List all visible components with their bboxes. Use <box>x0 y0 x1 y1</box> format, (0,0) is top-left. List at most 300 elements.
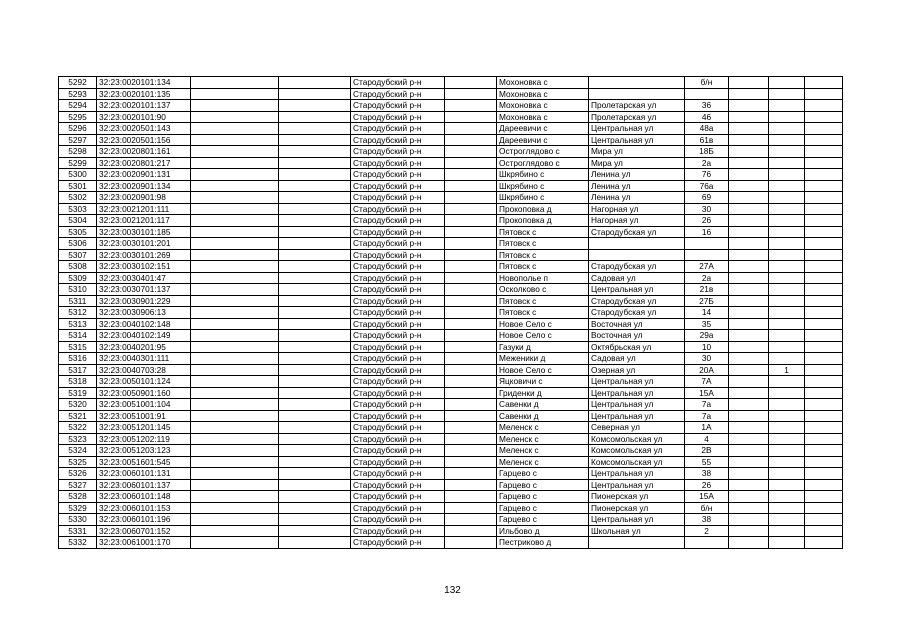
cell-empty-col <box>191 468 279 480</box>
cell-cadastral-number: 32:23:0030701:137 <box>97 284 191 296</box>
cell-cadastral-number: 32:23:0051001:91 <box>97 410 191 422</box>
cell-empty-col <box>445 192 497 204</box>
cell-count <box>769 433 805 445</box>
cell-street: Ленина ул <box>589 192 685 204</box>
cell-district: Стародубский р-н <box>351 422 445 434</box>
cell-empty-col <box>279 88 351 100</box>
cell-street: Центральная ул <box>589 468 685 480</box>
cell-empty-col <box>805 295 843 307</box>
cell-empty-col <box>445 180 497 192</box>
cell-empty-col <box>805 410 843 422</box>
cell-empty-col <box>445 226 497 238</box>
cell-empty-col <box>805 502 843 514</box>
table-row <box>59 387 843 399</box>
cell-street: Центральная ул <box>589 376 685 388</box>
cell-empty-col <box>729 134 769 146</box>
cell-empty-col <box>191 399 279 411</box>
cell-street: Пролетарская ул <box>589 100 685 112</box>
cell-settlement: Меленск с <box>497 422 589 434</box>
cell-empty-col <box>279 100 351 112</box>
cell-cadastral-number: 32:23:0060701:152 <box>97 525 191 537</box>
cell-house-number: 27А <box>685 261 729 273</box>
cell-empty-col <box>805 238 843 250</box>
cell-cadastral-number: 32:23:0060101:153 <box>97 502 191 514</box>
cell-row-number: 5313 <box>59 318 97 330</box>
cell-count <box>769 123 805 135</box>
cell-house-number: 7а <box>685 410 729 422</box>
cell-empty-col <box>279 272 351 284</box>
cell-empty-col <box>445 456 497 468</box>
cell-row-number: 5311 <box>59 295 97 307</box>
cell-street: Школьная ул <box>589 525 685 537</box>
cell-empty-col <box>805 468 843 480</box>
cell-cadastral-number: 32:23:0060101:137 <box>97 479 191 491</box>
table-row <box>59 307 843 319</box>
cell-cadastral-number: 32:23:0021201:117 <box>97 215 191 227</box>
cell-house-number: 76 <box>685 169 729 181</box>
cell-empty-col <box>445 422 497 434</box>
cell-empty-col <box>729 491 769 503</box>
cell-settlement: Меженики д <box>497 353 589 365</box>
cell-empty-col <box>191 157 279 169</box>
cell-count <box>769 353 805 365</box>
cell-district: Стародубский р-н <box>351 433 445 445</box>
cell-settlement: Новое Село с <box>497 364 589 376</box>
cell-house-number: 30 <box>685 203 729 215</box>
cell-house-number: 21в <box>685 284 729 296</box>
cell-count <box>769 445 805 457</box>
cell-house-number: 38 <box>685 514 729 526</box>
cell-district: Стародубский р-н <box>351 537 445 549</box>
cell-district: Стародубский р-н <box>351 77 445 89</box>
cell-empty-col <box>445 77 497 89</box>
cell-house-number: 26 <box>685 479 729 491</box>
table-row <box>59 295 843 307</box>
cell-street: Садовая ул <box>589 353 685 365</box>
cell-house-number: 76а <box>685 180 729 192</box>
cell-count <box>769 295 805 307</box>
cell-count <box>769 100 805 112</box>
cell-street: Пролетарская ул <box>589 111 685 123</box>
table-row <box>59 169 843 181</box>
cell-cadastral-number: 32:23:0020101:90 <box>97 111 191 123</box>
cell-empty-col <box>729 399 769 411</box>
cell-house-number: б/н <box>685 502 729 514</box>
cell-empty-col <box>445 111 497 123</box>
cell-empty-col <box>279 111 351 123</box>
cell-empty-col <box>191 272 279 284</box>
cell-street: Восточная ул <box>589 330 685 342</box>
table-row <box>59 134 843 146</box>
cell-settlement: Остроглядово с <box>497 157 589 169</box>
cell-row-number: 5327 <box>59 479 97 491</box>
cell-district: Стародубский р-н <box>351 502 445 514</box>
cell-district: Стародубский р-н <box>351 146 445 158</box>
table-row <box>59 514 843 526</box>
cell-empty-col <box>729 284 769 296</box>
cell-empty-col <box>805 399 843 411</box>
cell-settlement: Пятовск с <box>497 261 589 273</box>
cell-cadastral-number: 32:23:0061001:170 <box>97 537 191 549</box>
cell-count <box>769 491 805 503</box>
cell-empty-col <box>445 537 497 549</box>
cell-count <box>769 134 805 146</box>
cell-empty-col <box>191 192 279 204</box>
cell-house-number: 2а <box>685 157 729 169</box>
cell-cadastral-number: 32:23:0030101:201 <box>97 238 191 250</box>
cell-street: Озерная ул <box>589 364 685 376</box>
cell-row-number: 5322 <box>59 422 97 434</box>
cell-empty-col <box>191 226 279 238</box>
cell-empty-col <box>445 295 497 307</box>
cell-empty-col <box>805 376 843 388</box>
table-row <box>59 468 843 480</box>
cell-empty-col <box>805 433 843 445</box>
cell-district: Стародубский р-н <box>351 111 445 123</box>
table-row <box>59 537 843 549</box>
cell-empty-col <box>279 376 351 388</box>
cell-house-number: 55 <box>685 456 729 468</box>
cell-house-number: 29а <box>685 330 729 342</box>
cell-empty-col <box>191 307 279 319</box>
cell-empty-col <box>279 410 351 422</box>
cell-empty-col <box>445 100 497 112</box>
cell-row-number: 5319 <box>59 387 97 399</box>
cell-empty-col <box>445 514 497 526</box>
cell-street <box>589 537 685 549</box>
cell-district: Стародубский р-н <box>351 284 445 296</box>
cell-empty-col <box>191 330 279 342</box>
cell-count <box>769 111 805 123</box>
cell-settlement: Пятовск с <box>497 226 589 238</box>
cell-empty-col <box>729 376 769 388</box>
cell-house-number <box>685 537 729 549</box>
cell-empty-col <box>279 157 351 169</box>
cell-street: Центральная ул <box>589 410 685 422</box>
cell-cadastral-number: 32:23:0020101:135 <box>97 88 191 100</box>
cell-street <box>589 88 685 100</box>
table-row <box>59 491 843 503</box>
table-row <box>59 330 843 342</box>
cell-empty-col <box>729 422 769 434</box>
cell-cadastral-number: 32:23:0051201:145 <box>97 422 191 434</box>
cell-empty-col <box>279 307 351 319</box>
cell-row-number: 5324 <box>59 445 97 457</box>
cell-district: Стародубский р-н <box>351 238 445 250</box>
cell-empty-col <box>805 479 843 491</box>
cell-district: Стародубский р-н <box>351 123 445 135</box>
cell-row-number: 5329 <box>59 502 97 514</box>
cell-empty-col <box>445 146 497 158</box>
cell-street: Комсомольская ул <box>589 456 685 468</box>
cell-settlement: Савенки д <box>497 399 589 411</box>
cell-district: Стародубский р-н <box>351 261 445 273</box>
cell-cadastral-number: 32:23:0040201:95 <box>97 341 191 353</box>
cell-street: Ленина ул <box>589 169 685 181</box>
cell-street: Центральная ул <box>589 284 685 296</box>
cell-empty-col <box>805 261 843 273</box>
cell-district: Стародубский р-н <box>351 387 445 399</box>
cell-street: Центральная ул <box>589 479 685 491</box>
cell-empty-col <box>729 146 769 158</box>
cell-empty-col <box>805 146 843 158</box>
cell-cadastral-number: 32:23:0030102:151 <box>97 261 191 273</box>
cell-cadastral-number: 32:23:0060101:148 <box>97 491 191 503</box>
cell-empty-col <box>729 330 769 342</box>
cell-row-number: 5293 <box>59 88 97 100</box>
table-row <box>59 445 843 457</box>
cell-empty-col <box>805 134 843 146</box>
cell-street: Садовая ул <box>589 272 685 284</box>
cell-empty-col <box>445 203 497 215</box>
cell-empty-col <box>191 433 279 445</box>
cell-empty-col <box>279 284 351 296</box>
cell-empty-col <box>729 157 769 169</box>
cell-empty-col <box>805 284 843 296</box>
cell-empty-col <box>191 88 279 100</box>
cell-house-number: 36 <box>685 100 729 112</box>
cell-count <box>769 468 805 480</box>
cell-empty-col <box>279 169 351 181</box>
table-row <box>59 422 843 434</box>
cell-empty-col <box>729 100 769 112</box>
cell-street <box>589 77 685 89</box>
cell-row-number: 5300 <box>59 169 97 181</box>
cell-cadastral-number: 32:23:0060101:131 <box>97 468 191 480</box>
cell-empty-col <box>445 410 497 422</box>
cell-row-number: 5332 <box>59 537 97 549</box>
cell-cadastral-number: 32:23:0020501:156 <box>97 134 191 146</box>
cell-count <box>769 88 805 100</box>
table-row <box>59 318 843 330</box>
table-row <box>59 272 843 284</box>
cell-count <box>769 399 805 411</box>
cell-row-number: 5306 <box>59 238 97 250</box>
cell-empty-col <box>191 525 279 537</box>
cell-settlement: Меленск с <box>497 445 589 457</box>
cell-district: Стародубский р-н <box>351 468 445 480</box>
cell-settlement: Яцковичи с <box>497 376 589 388</box>
cell-district: Стародубский р-н <box>351 318 445 330</box>
cell-district: Стародубский р-н <box>351 215 445 227</box>
cell-cadastral-number: 32:23:0051001:104 <box>97 399 191 411</box>
cell-empty-col <box>729 192 769 204</box>
cell-house-number: 4 <box>685 433 729 445</box>
cell-empty-col <box>191 491 279 503</box>
cell-row-number: 5328 <box>59 491 97 503</box>
cell-street: Комсомольская ул <box>589 433 685 445</box>
cell-empty-col <box>805 514 843 526</box>
cell-empty-col <box>191 249 279 261</box>
cell-empty-col <box>191 445 279 457</box>
cell-street: Ленина ул <box>589 180 685 192</box>
cell-empty-col <box>191 422 279 434</box>
cell-settlement: Пятовск с <box>497 238 589 250</box>
cell-cadastral-number: 32:23:0020901:131 <box>97 169 191 181</box>
cell-empty-col <box>729 238 769 250</box>
cell-empty-col <box>445 433 497 445</box>
cell-street: Центральная ул <box>589 514 685 526</box>
cell-settlement: Дареевичи с <box>497 134 589 146</box>
cell-empty-col <box>445 376 497 388</box>
table-body <box>59 77 843 549</box>
cell-empty-col <box>191 123 279 135</box>
table-row <box>59 226 843 238</box>
table-row <box>59 284 843 296</box>
cell-empty-col <box>279 502 351 514</box>
cell-district: Стародубский р-н <box>351 525 445 537</box>
cell-empty-col <box>445 261 497 273</box>
cell-settlement: Новополье п <box>497 272 589 284</box>
table-row <box>59 192 843 204</box>
cell-count <box>769 307 805 319</box>
cell-count <box>769 146 805 158</box>
cell-empty-col <box>279 123 351 135</box>
cell-empty-col <box>805 353 843 365</box>
cell-settlement: Пестриково д <box>497 537 589 549</box>
table-row <box>59 180 843 192</box>
cell-house-number: 15А <box>685 387 729 399</box>
cell-empty-col <box>805 525 843 537</box>
cell-empty-col <box>729 203 769 215</box>
cell-count <box>769 456 805 468</box>
cell-empty-col <box>279 180 351 192</box>
cell-district: Стародубский р-н <box>351 341 445 353</box>
table-row <box>59 215 843 227</box>
cell-house-number: б/н <box>685 77 729 89</box>
cell-empty-col <box>191 376 279 388</box>
cell-empty-col <box>279 341 351 353</box>
cell-empty-col <box>805 491 843 503</box>
cell-row-number: 5325 <box>59 456 97 468</box>
cell-empty-col <box>729 387 769 399</box>
cell-district: Стародубский р-н <box>351 376 445 388</box>
cell-empty-col <box>445 479 497 491</box>
cell-house-number: 46 <box>685 111 729 123</box>
cell-street: Восточная ул <box>589 318 685 330</box>
cell-district: Стародубский р-н <box>351 456 445 468</box>
cell-street: Центральная ул <box>589 134 685 146</box>
cell-empty-col <box>729 514 769 526</box>
cell-count <box>769 157 805 169</box>
cell-empty-col <box>805 88 843 100</box>
cell-cadastral-number: 32:23:0020901:134 <box>97 180 191 192</box>
cell-empty-col <box>445 353 497 365</box>
cell-street <box>589 249 685 261</box>
cell-empty-col <box>445 468 497 480</box>
cell-row-number: 5307 <box>59 249 97 261</box>
cell-empty-col <box>191 295 279 307</box>
cell-street: Стародубская ул <box>589 295 685 307</box>
cell-empty-col <box>191 100 279 112</box>
page-number: 132 <box>444 585 461 596</box>
cell-count: 1 <box>769 364 805 376</box>
cell-empty-col <box>729 295 769 307</box>
cell-street: Октябрьская ул <box>589 341 685 353</box>
cell-empty-col <box>191 318 279 330</box>
cell-empty-col <box>191 203 279 215</box>
cell-district: Стародубский р-н <box>351 157 445 169</box>
cell-empty-col <box>729 502 769 514</box>
cell-cadastral-number: 32:23:0020901:98 <box>97 192 191 204</box>
cell-cadastral-number: 32:23:0051202:119 <box>97 433 191 445</box>
cell-empty-col <box>279 192 351 204</box>
cell-empty-col <box>191 146 279 158</box>
cell-empty-col <box>191 341 279 353</box>
cell-row-number: 5298 <box>59 146 97 158</box>
cell-street <box>589 238 685 250</box>
cell-empty-col <box>805 123 843 135</box>
cell-empty-col <box>279 330 351 342</box>
cell-settlement: Гарцево с <box>497 479 589 491</box>
cell-street: Стародубская ул <box>589 226 685 238</box>
cell-settlement: Меленск с <box>497 456 589 468</box>
cell-row-number: 5331 <box>59 525 97 537</box>
cell-empty-col <box>729 215 769 227</box>
cell-empty-col <box>191 537 279 549</box>
cell-empty-col <box>445 525 497 537</box>
cell-empty-col <box>279 134 351 146</box>
cell-district: Стародубский р-н <box>351 479 445 491</box>
cell-empty-col <box>445 157 497 169</box>
cell-district: Стародубский р-н <box>351 134 445 146</box>
cell-cadastral-number: 32:23:0040703:28 <box>97 364 191 376</box>
cell-count <box>769 341 805 353</box>
cell-empty-col <box>805 318 843 330</box>
cell-empty-col <box>279 456 351 468</box>
cell-empty-col <box>191 261 279 273</box>
cell-house-number: 7А <box>685 376 729 388</box>
cell-empty-col <box>445 169 497 181</box>
cell-cadastral-number: 32:23:0020801:161 <box>97 146 191 158</box>
cell-empty-col <box>279 537 351 549</box>
cell-street: Центральная ул <box>589 123 685 135</box>
cell-empty-col <box>279 226 351 238</box>
cell-house-number: 38 <box>685 468 729 480</box>
cell-empty-col <box>279 238 351 250</box>
cell-cadastral-number: 32:23:0040102:148 <box>97 318 191 330</box>
table-row <box>59 111 843 123</box>
cell-empty-col <box>445 364 497 376</box>
cell-row-number: 5301 <box>59 180 97 192</box>
cell-district: Стародубский р-н <box>351 514 445 526</box>
table-row <box>59 77 843 89</box>
cell-street: Пионерская ул <box>589 502 685 514</box>
cell-district: Стародубский р-н <box>351 410 445 422</box>
cell-count <box>769 203 805 215</box>
cell-empty-col <box>805 215 843 227</box>
cell-empty-col <box>191 169 279 181</box>
cell-empty-col <box>729 180 769 192</box>
cell-house-number: 69 <box>685 192 729 204</box>
table-row <box>59 249 843 261</box>
cell-house-number <box>685 238 729 250</box>
cell-empty-col <box>729 479 769 491</box>
cell-cadastral-number: 32:23:0030101:269 <box>97 249 191 261</box>
cell-house-number: 16 <box>685 226 729 238</box>
cell-empty-col <box>279 215 351 227</box>
cell-settlement: Гарцево с <box>497 468 589 480</box>
cell-empty-col <box>729 307 769 319</box>
cell-row-number: 5292 <box>59 77 97 89</box>
table-row <box>59 399 843 411</box>
cell-count <box>769 169 805 181</box>
cell-empty-col <box>191 410 279 422</box>
cell-empty-col <box>445 399 497 411</box>
cell-empty-col <box>729 111 769 123</box>
cell-empty-col <box>805 341 843 353</box>
cell-district: Стародубский р-н <box>351 249 445 261</box>
